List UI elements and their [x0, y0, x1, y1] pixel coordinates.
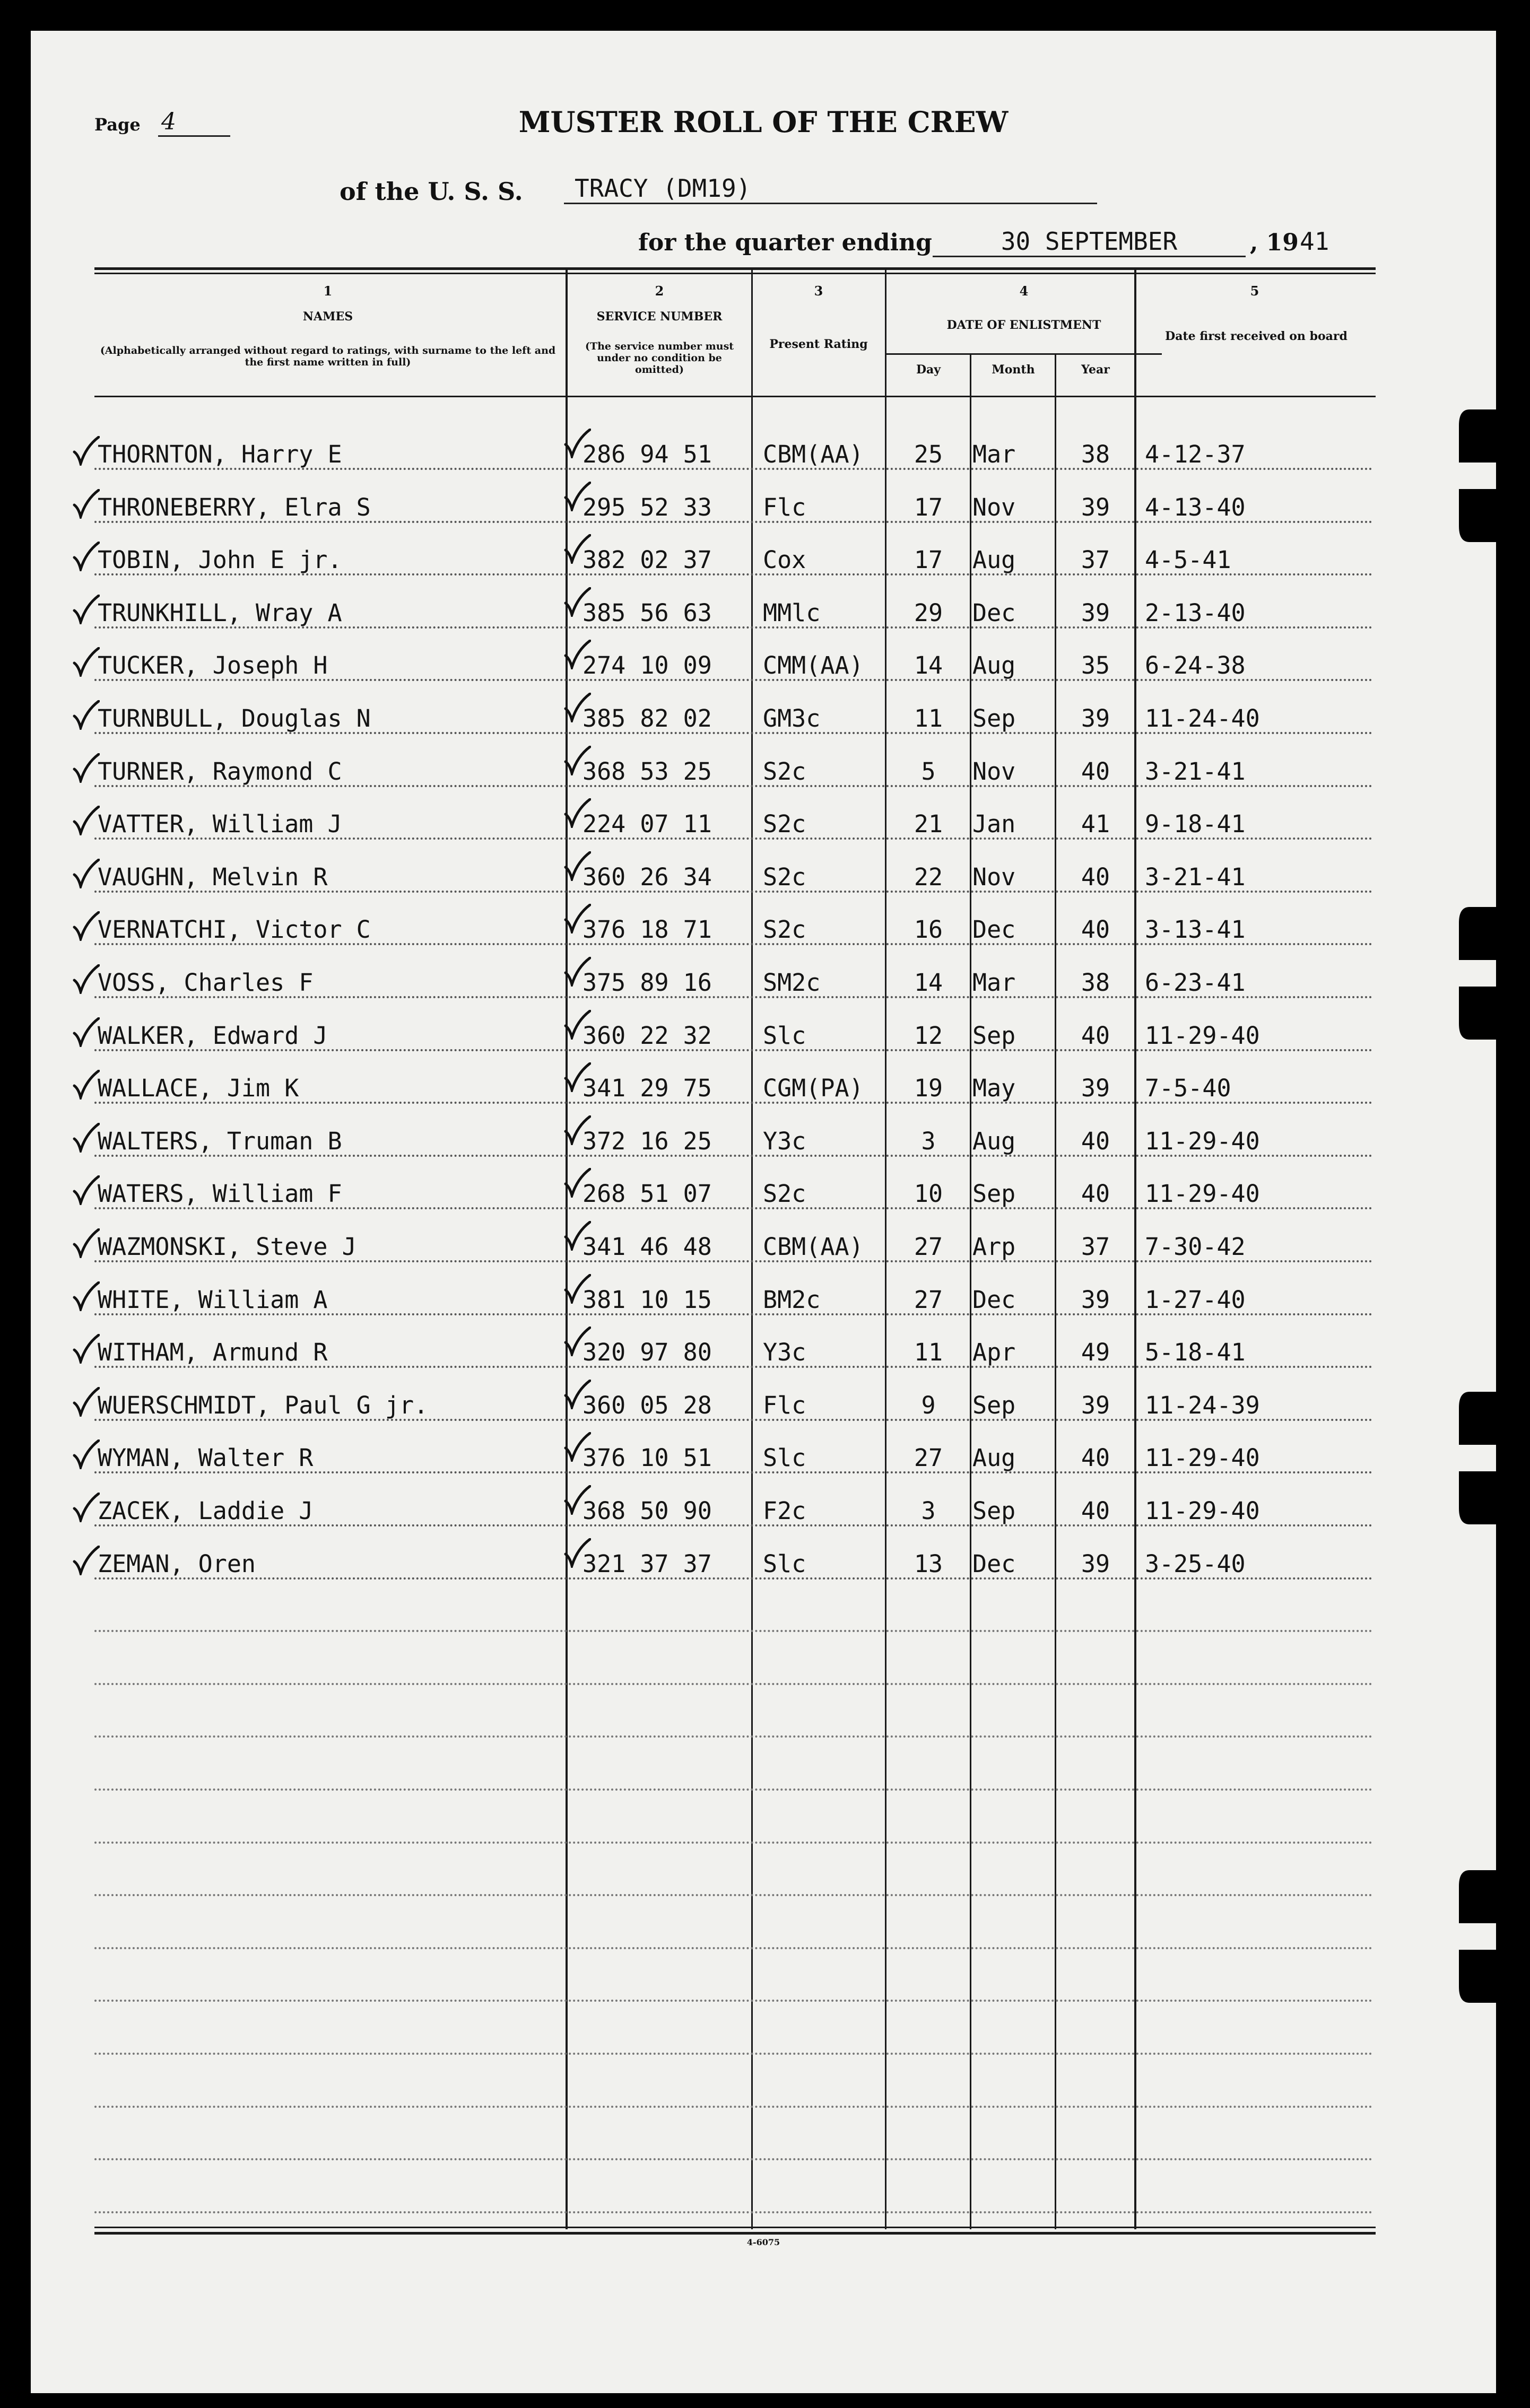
row-dotted-rule [94, 626, 1373, 629]
cell-month: Nov [972, 757, 1016, 786]
blank-dotted-rule [94, 1683, 1373, 1685]
cell-received: 11-29-40 [1145, 1127, 1260, 1155]
cell-day: 17 [914, 493, 943, 521]
row-dotted-rule [94, 679, 1373, 681]
cell-name: WITHAM, Armund R [98, 1338, 328, 1367]
cell-day: 9 [921, 1391, 936, 1419]
cell-year: 39 [1081, 493, 1110, 521]
cell-rating: Slc [763, 1549, 806, 1578]
cell-rating: Slc [763, 1444, 806, 1472]
row-dotted-rule [94, 996, 1373, 998]
name-checkmark [72, 1387, 100, 1417]
cell-service: 381 10 15 [583, 1285, 712, 1314]
col-rule-2 [751, 270, 753, 2229]
row-dotted-rule [94, 1419, 1373, 1421]
cell-received: 2-13-40 [1145, 598, 1246, 627]
col-rating-title: Present Rating [769, 337, 868, 351]
blank-dotted-rule [94, 1788, 1373, 1791]
quarter-label: for the quarter ending [638, 229, 932, 256]
cell-day: 29 [914, 598, 943, 627]
punch-hole-3 [1459, 1392, 1496, 1524]
cell-service: 360 26 34 [583, 862, 712, 891]
blank-dotted-rule [94, 2106, 1373, 2108]
cell-name: VOSS, Charles F [98, 969, 314, 997]
cell-name: VERNATCHI, Victor C [98, 915, 371, 944]
blank-dotted-rule [94, 2000, 1373, 2002]
blank-dotted-rule [94, 1735, 1373, 1738]
cell-day: 10 [914, 1180, 943, 1208]
cell-day: 13 [914, 1549, 943, 1578]
cell-service: 360 22 32 [583, 1021, 712, 1050]
cell-month: Aug [972, 1444, 1016, 1472]
quarter-year-prefix: , 19 [1250, 229, 1299, 256]
cell-name: WALLACE, Jim K [98, 1074, 299, 1103]
cell-year: 39 [1081, 1074, 1110, 1103]
cell-rating: SM2c [763, 969, 821, 997]
cell-service: 385 56 63 [583, 598, 712, 627]
cell-day: 27 [914, 1233, 943, 1261]
cell-received: 1-27-40 [1145, 1285, 1246, 1314]
cell-month: Jan [972, 810, 1016, 839]
form-title: MUSTER ROLL OF THE CREW [518, 105, 1009, 139]
cell-day: 21 [914, 810, 943, 839]
cell-service: 376 10 51 [583, 1444, 712, 1472]
cell-year: 37 [1081, 546, 1110, 574]
col-names-num: 1 [323, 283, 333, 299]
cell-day: 19 [914, 1074, 943, 1103]
row-dotted-rule [94, 573, 1373, 575]
name-checkmark [72, 1493, 100, 1522]
cell-day: 3 [921, 1497, 936, 1525]
cell-service: 376 18 71 [583, 915, 712, 944]
cell-service: 368 53 25 [583, 757, 712, 786]
cell-received: 4-5-41 [1145, 546, 1231, 574]
cell-name: THRONEBERRY, Elra S [98, 493, 371, 521]
name-checkmark [72, 859, 100, 888]
cell-month: Aug [972, 651, 1016, 680]
cell-service: 375 89 16 [583, 969, 712, 997]
cell-name: TUCKER, Joseph H [98, 651, 328, 680]
cell-day: 25 [914, 440, 943, 468]
punch-hole-4 [1459, 1870, 1496, 2003]
cell-month: Dec [972, 915, 1016, 944]
name-checkmark [72, 1175, 100, 1205]
cell-month: May [972, 1074, 1016, 1103]
name-checkmark [72, 436, 100, 466]
cell-year: 39 [1081, 1285, 1110, 1314]
cell-name: ZEMAN, Oren [98, 1549, 256, 1578]
cell-name: VAUGHN, Melvin R [98, 862, 328, 891]
cell-rating: S2c [763, 915, 806, 944]
cell-year: 40 [1081, 1444, 1110, 1472]
enlist-sub-rule [886, 353, 1162, 355]
name-checkmark [72, 647, 100, 677]
header-top-rule-2 [94, 273, 1376, 274]
name-checkmark [72, 1334, 100, 1364]
cell-year: 40 [1081, 915, 1110, 944]
cell-month: Aug [972, 1127, 1016, 1155]
cell-rating: Flc [763, 1391, 806, 1419]
name-checkmark [72, 911, 100, 941]
cell-rating: S2c [763, 810, 806, 839]
cell-received: 11-24-39 [1145, 1391, 1260, 1419]
name-checkmark [72, 1228, 100, 1258]
cell-year: 39 [1081, 598, 1110, 627]
row-dotted-rule [94, 468, 1373, 470]
name-checkmark [72, 1123, 100, 1153]
cell-name: VATTER, William J [98, 810, 342, 839]
blank-dotted-rule [94, 1630, 1373, 1632]
cell-year: 40 [1081, 1021, 1110, 1050]
cell-day: 11 [914, 1338, 943, 1367]
cell-day: 27 [914, 1444, 943, 1472]
cell-month: Aug [972, 546, 1016, 574]
blank-dotted-rule [94, 1842, 1373, 1844]
row-dotted-rule [94, 1049, 1373, 1051]
cell-rating: Slc [763, 1021, 806, 1050]
col-service-title: SERVICE NUMBER [596, 310, 723, 324]
row-dotted-rule [94, 1260, 1373, 1262]
cell-rating: F2c [763, 1497, 806, 1525]
col-enlist-num: 4 [1019, 283, 1029, 299]
row-dotted-rule [94, 1207, 1373, 1209]
col-names-note: (Alphabetically arranged without regard to ratings, with surname to the left and the first name written in full) [100, 345, 556, 368]
row-dotted-rule [94, 785, 1373, 787]
cell-rating: CBM(AA) [763, 440, 864, 468]
cell-service: 274 10 09 [583, 651, 712, 680]
name-checkmark [72, 753, 100, 783]
cell-rating: CGM(PA) [763, 1074, 864, 1103]
cell-received: 11-29-40 [1145, 1180, 1260, 1208]
cell-rating: BM2c [763, 1285, 821, 1314]
cell-service: 382 02 37 [583, 546, 712, 574]
cell-month: Arp [972, 1233, 1016, 1261]
cell-name: TRUNKHILL, Wray A [98, 598, 342, 627]
footer-rule-2 [94, 2232, 1376, 2235]
cell-day: 22 [914, 862, 943, 891]
ship-label: of the U. S. S. [340, 177, 523, 206]
row-dotted-rule [94, 1155, 1373, 1157]
cell-received: 11-29-40 [1145, 1444, 1260, 1472]
cell-year: 39 [1081, 1549, 1110, 1578]
cell-day: 14 [914, 969, 943, 997]
punch-hole-1 [1459, 409, 1496, 542]
cell-service: 372 16 25 [583, 1127, 712, 1155]
cell-name: WALTERS, Truman B [98, 1127, 342, 1155]
cell-name: THORNTON, Harry E [98, 440, 342, 468]
col-enlist-day: Day [916, 363, 941, 377]
name-checkmark [72, 806, 100, 835]
col-enlist-year: Year [1081, 363, 1110, 377]
cell-month: Sep [972, 1021, 1016, 1050]
row-dotted-rule [94, 943, 1373, 945]
cell-service: 321 37 37 [583, 1549, 712, 1578]
col-enlist-title: DATE OF ENLISTMENT [946, 318, 1101, 332]
cell-received: 11-29-40 [1145, 1021, 1260, 1050]
cell-year: 40 [1081, 1127, 1110, 1155]
cell-year: 40 [1081, 1180, 1110, 1208]
cell-rating: S2c [763, 1180, 806, 1208]
ship-name: TRACY (DM19) [564, 174, 1097, 204]
cell-year: 49 [1081, 1338, 1110, 1367]
page-number: 4 [158, 108, 230, 137]
cell-day: 11 [914, 704, 943, 732]
header-top-rule [94, 267, 1376, 270]
blank-dotted-rule [94, 2158, 1373, 2160]
cell-month: Mar [972, 969, 1016, 997]
cell-month: Mar [972, 440, 1016, 468]
cell-name: WYMAN, Walter R [98, 1444, 314, 1472]
col-service-num: 2 [655, 283, 664, 299]
quarter-date: 30 SEPTEMBER [933, 227, 1246, 257]
cell-service: 341 46 48 [583, 1233, 712, 1261]
cell-received: 11-29-40 [1145, 1497, 1260, 1525]
cell-received: 3-21-41 [1145, 862, 1246, 891]
blank-dotted-rule [94, 1894, 1373, 1896]
cell-rating: Y3c [763, 1127, 806, 1155]
cell-name: ZACEK, Laddie J [98, 1497, 314, 1525]
cell-rating: Cox [763, 546, 806, 574]
name-checkmark [72, 700, 100, 730]
cell-rating: S2c [763, 757, 806, 786]
cell-received: 7-30-42 [1145, 1233, 1246, 1261]
name-checkmark [72, 595, 100, 624]
muster-roll-sheet [31, 31, 1496, 2393]
cell-day: 14 [914, 651, 943, 680]
cell-month: Dec [972, 598, 1016, 627]
header-bottom-rule [94, 396, 1376, 397]
cell-year: 41 [1081, 810, 1110, 839]
cell-rating: GM3c [763, 704, 821, 732]
cell-day: 5 [921, 757, 936, 786]
footer-rule [94, 2227, 1376, 2228]
cell-name: TOBIN, John E jr. [98, 546, 342, 574]
cell-year: 35 [1081, 651, 1110, 680]
cell-service: 341 29 75 [583, 1074, 712, 1103]
name-checkmark [72, 542, 100, 571]
row-dotted-rule [94, 1524, 1373, 1526]
cell-day: 3 [921, 1127, 936, 1155]
col-service-note: (The service number must under no condition be omitted) [585, 341, 734, 376]
name-checkmark [72, 1439, 100, 1469]
cell-service: 268 51 07 [583, 1180, 712, 1208]
row-dotted-rule [94, 521, 1373, 523]
cell-received: 3-21-41 [1145, 757, 1246, 786]
cell-month: Apr [972, 1338, 1016, 1367]
cell-month: Dec [972, 1549, 1016, 1578]
cell-rating: CMM(AA) [763, 651, 864, 680]
col-enlist-month: Month [992, 363, 1035, 377]
cell-received: 5-18-41 [1145, 1338, 1246, 1367]
form-number: 4-6075 [746, 2237, 780, 2247]
cell-month: Dec [972, 1285, 1016, 1314]
cell-service: 368 50 90 [583, 1497, 712, 1525]
cell-year: 37 [1081, 1233, 1110, 1261]
cell-day: 16 [914, 915, 943, 944]
cell-year: 40 [1081, 862, 1110, 891]
cell-day: 27 [914, 1285, 943, 1314]
name-checkmark [72, 489, 100, 519]
col-received-num: 5 [1250, 283, 1259, 299]
cell-rating: CBM(AA) [763, 1233, 864, 1261]
cell-month: Sep [972, 1180, 1016, 1208]
name-checkmark [72, 1070, 100, 1100]
cell-month: Nov [972, 862, 1016, 891]
cell-name: TURNER, Raymond C [98, 757, 342, 786]
cell-service: 320 97 80 [583, 1338, 712, 1367]
cell-received: 6-23-41 [1145, 969, 1246, 997]
cell-name: WALKER, Edward J [98, 1021, 328, 1050]
cell-year: 40 [1081, 757, 1110, 786]
cell-name: WUERSCHMIDT, Paul G jr. [98, 1391, 429, 1419]
cell-service: 385 82 02 [583, 704, 712, 732]
cell-year: 40 [1081, 1497, 1110, 1525]
cell-service: 286 94 51 [583, 440, 712, 468]
row-dotted-rule [94, 1577, 1373, 1580]
blank-dotted-rule [94, 1947, 1373, 1949]
cell-service: 295 52 33 [583, 493, 712, 521]
row-dotted-rule [94, 1313, 1373, 1315]
cell-name: WHITE, William A [98, 1285, 328, 1314]
col-names-title: NAMES [302, 310, 353, 324]
cell-name: WATERS, William F [98, 1180, 342, 1208]
cell-rating: MMlc [763, 598, 821, 627]
row-dotted-rule [94, 1471, 1373, 1473]
cell-day: 12 [914, 1021, 943, 1050]
cell-year: 38 [1081, 440, 1110, 468]
cell-service: 224 07 11 [583, 810, 712, 839]
cell-service: 360 05 28 [583, 1391, 712, 1419]
row-dotted-rule [94, 1366, 1373, 1368]
name-checkmark [72, 964, 100, 994]
page-label: Page [94, 115, 141, 135]
cell-received: 6-24-38 [1145, 651, 1246, 680]
blank-dotted-rule [94, 2211, 1373, 2213]
cell-name: WAZMONSKI, Steve J [98, 1233, 357, 1261]
blank-dotted-rule [94, 2053, 1373, 2055]
cell-received: 11-24-40 [1145, 704, 1260, 732]
row-dotted-rule [94, 891, 1373, 893]
cell-received: 3-25-40 [1145, 1549, 1246, 1578]
cell-received: 9-18-41 [1145, 810, 1246, 839]
col-received-title: Date first received on board [1165, 329, 1348, 343]
cell-received: 7-5-40 [1145, 1074, 1231, 1103]
punch-hole-2 [1459, 907, 1496, 1040]
col-rating-num: 3 [814, 283, 823, 299]
cell-received: 4-12-37 [1145, 440, 1246, 468]
cell-rating: Flc [763, 493, 806, 521]
cell-month: Sep [972, 704, 1016, 732]
cell-month: Sep [972, 1391, 1016, 1419]
quarter-year: 41 [1300, 227, 1329, 256]
cell-received: 3-13-41 [1145, 915, 1246, 944]
cell-name: TURNBULL, Douglas N [98, 704, 371, 732]
cell-year: 39 [1081, 1391, 1110, 1419]
name-checkmark [72, 1017, 100, 1047]
cell-rating: S2c [763, 862, 806, 891]
cell-year: 39 [1081, 704, 1110, 732]
cell-month: Nov [972, 493, 1016, 521]
row-dotted-rule [94, 837, 1373, 840]
row-dotted-rule [94, 732, 1373, 734]
row-dotted-rule [94, 1102, 1373, 1104]
name-checkmark [72, 1281, 100, 1311]
cell-rating: Y3c [763, 1338, 806, 1367]
name-checkmark [72, 1546, 100, 1575]
cell-year: 38 [1081, 969, 1110, 997]
cell-day: 17 [914, 546, 943, 574]
cell-received: 4-13-40 [1145, 493, 1246, 521]
cell-month: Sep [972, 1497, 1016, 1525]
